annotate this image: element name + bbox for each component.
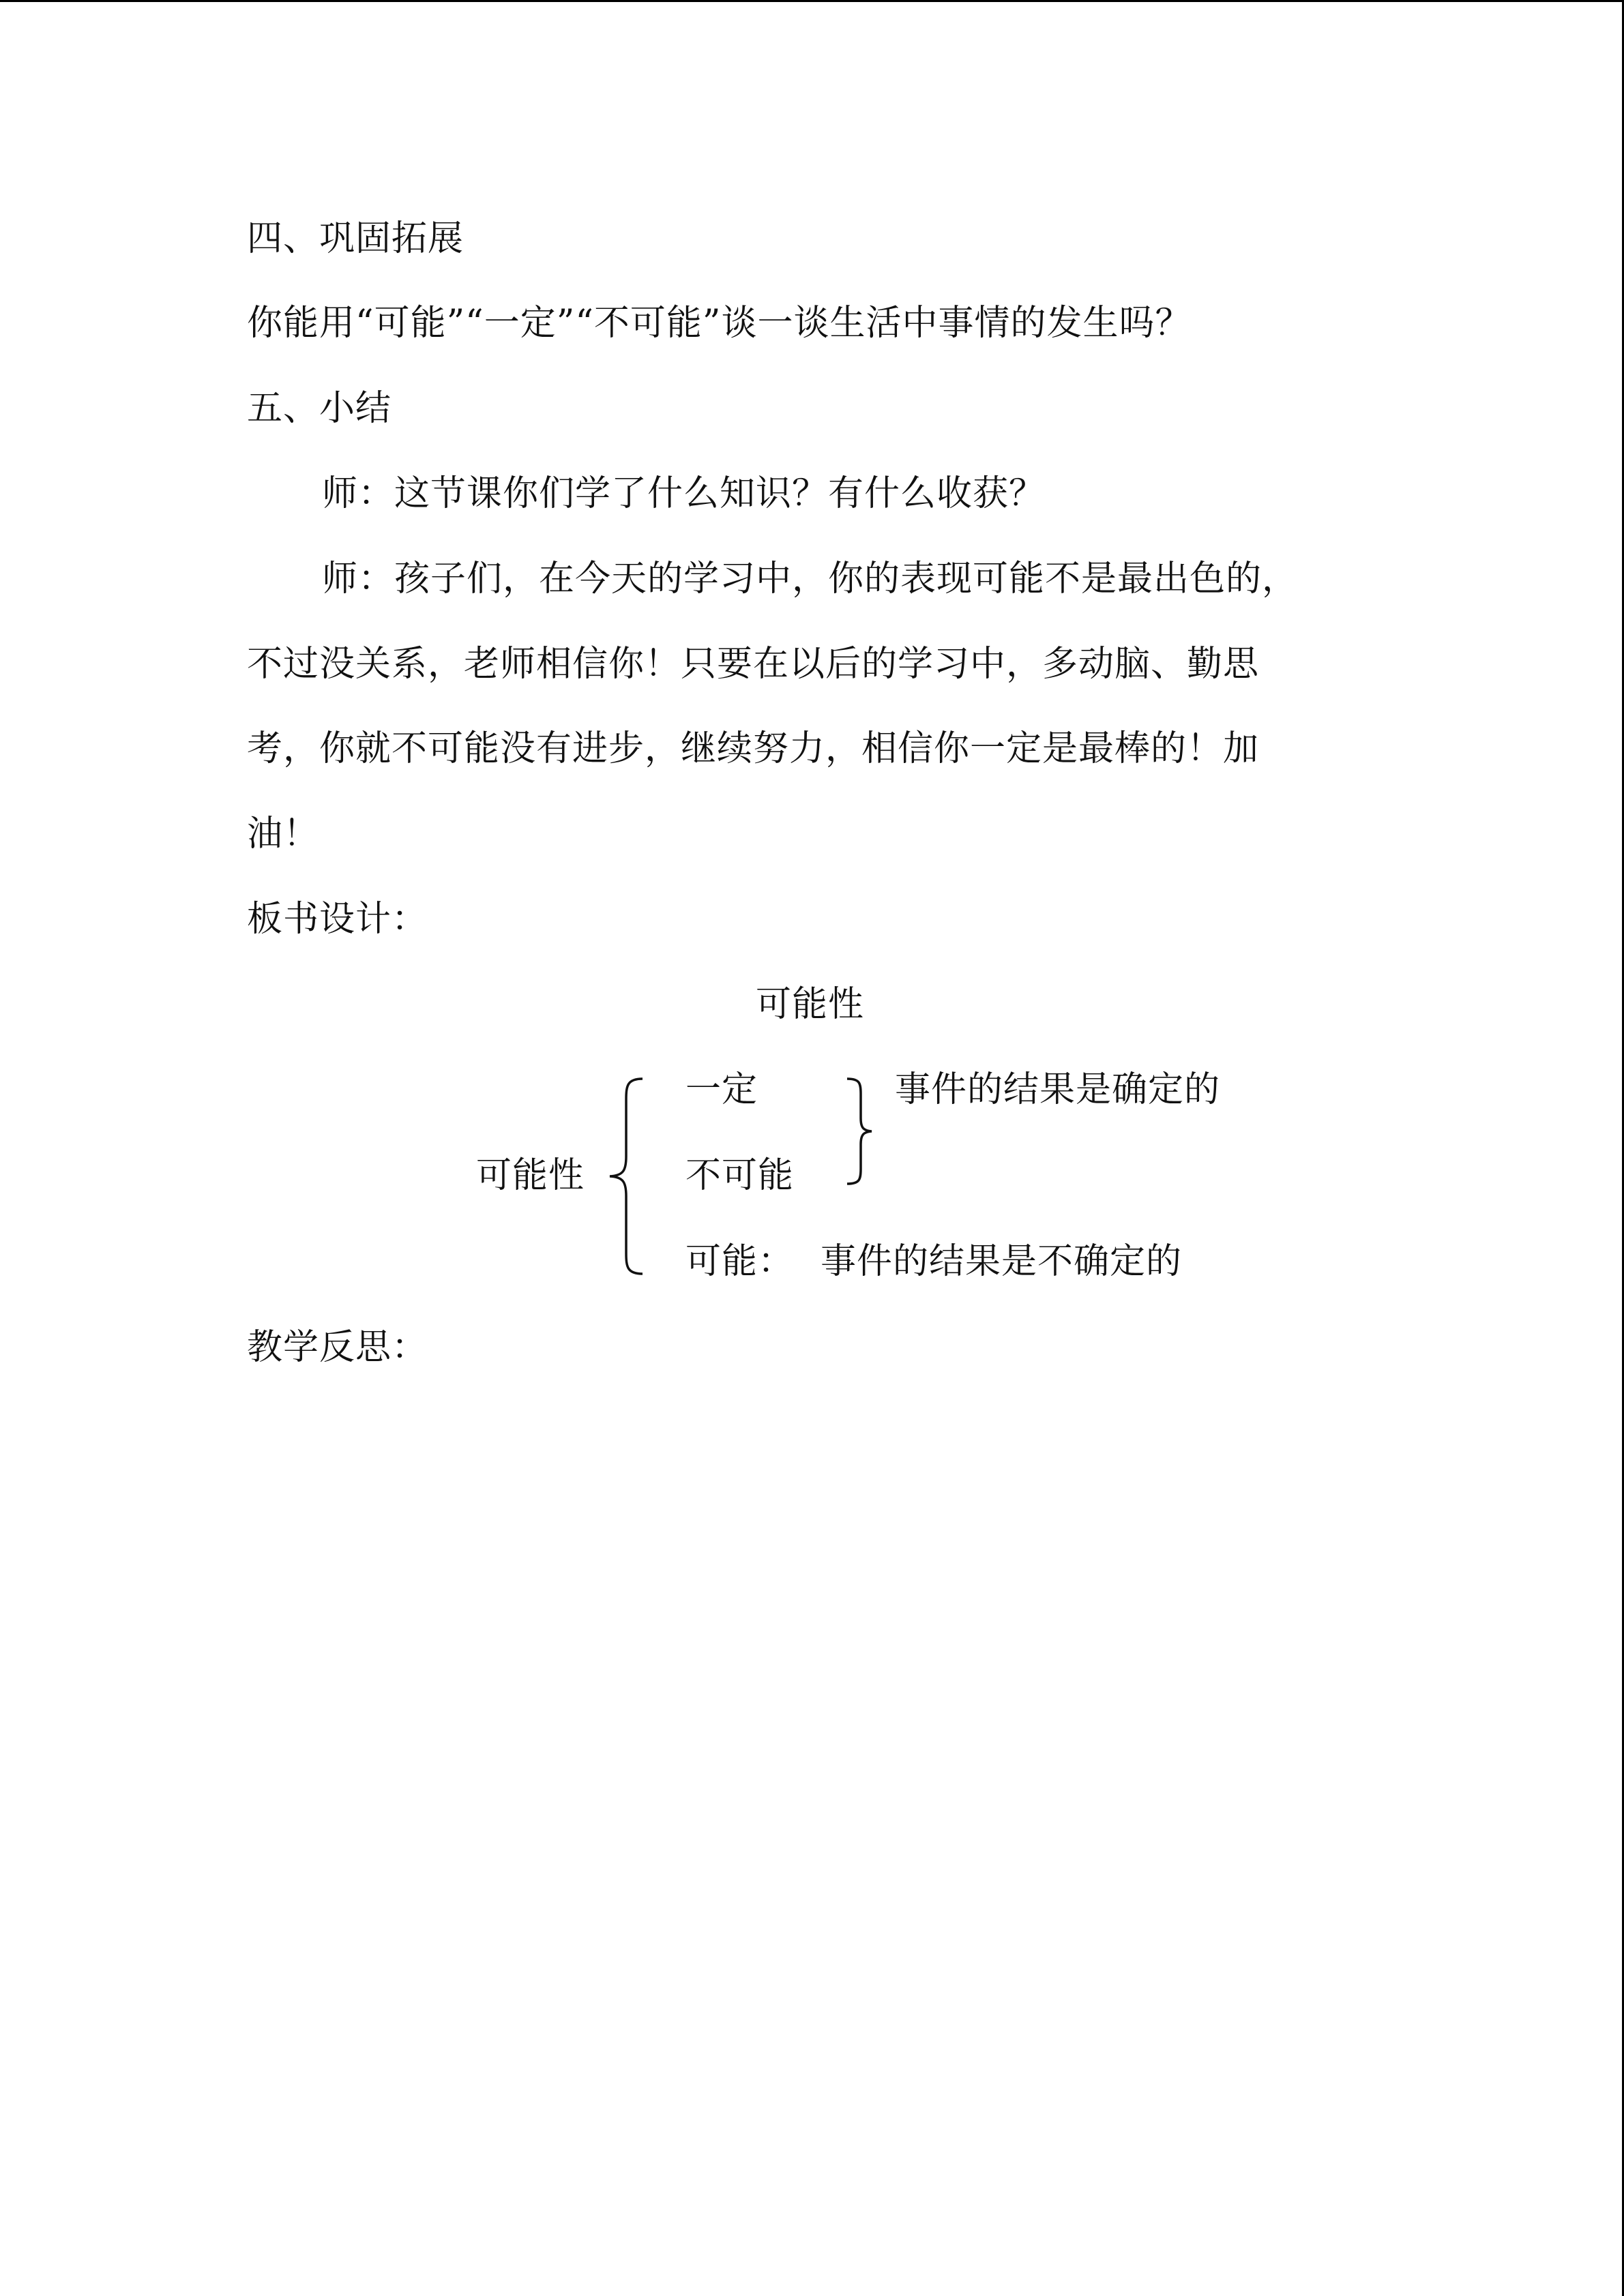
- left-curly-brace: [600, 1076, 648, 1277]
- summary-paragraph-line3: 考，你就不可能没有进步，继续努力，相信你一定是最棒的！加: [247, 728, 1260, 769]
- board-title: 可能性: [756, 984, 865, 1025]
- board-item-possible: 可能：: [685, 1241, 795, 1282]
- board-item-impossible: 不可能: [685, 1155, 795, 1196]
- section5-heading: 五、小结: [247, 388, 392, 429]
- section4-heading: 四、巩固拓展: [247, 218, 464, 259]
- summary-paragraph-line4: 油！: [247, 814, 320, 854]
- uncertain-result-text: 事件的结果是不确定的: [821, 1241, 1183, 1282]
- summary-paragraph-line1: 师：孩子们，在今天的学习中，你的表现可能不是最出色的，: [322, 558, 1299, 599]
- board-design-label: 板书设计：: [247, 899, 428, 940]
- reflection-label: 教学反思：: [247, 1327, 428, 1368]
- summary-paragraph-line2: 不过没关系，老师相信你！只要在以后的学习中，多动脑、勤思: [247, 644, 1260, 685]
- section4-question: 你能用“可能”“一定”“不可能”谈一谈生活中事情的发生吗？: [247, 303, 1192, 344]
- certain-result-text: 事件的结果是确定的: [895, 1069, 1221, 1110]
- board-root-label: 可能性: [476, 1155, 585, 1196]
- board-item-certain: 一定: [685, 1069, 758, 1110]
- summary-question: 师：这节课你们学了什么知识？有什么收获？: [322, 473, 1046, 514]
- right-curly-brace: [843, 1076, 877, 1187]
